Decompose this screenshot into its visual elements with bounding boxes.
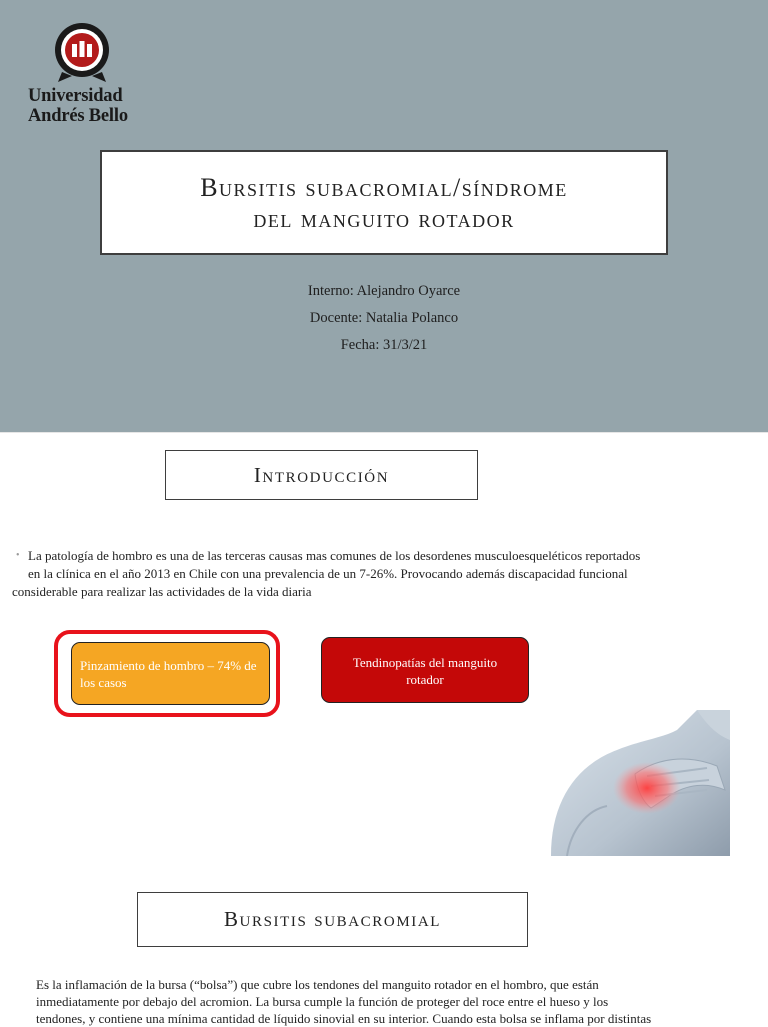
title-line-2: del manguito rotador — [253, 203, 515, 233]
presenter-info — [0, 278, 768, 359]
docente-line: Docente: Natalia Polanco — [309, 310, 459, 326]
bullet-line-1: La patología de hombro es una de las terceras causas mas comunes de los desordenes musculoesqueléticos reportados — [28, 548, 641, 563]
logo-line-2: Andrés Bello — [28, 106, 128, 126]
bursitis-paragraph — [36, 976, 736, 1027]
introduccion-heading: Introducción — [165, 450, 478, 500]
bullet-line-3: considerable para realizar las actividades de la vida diaria — [12, 584, 312, 599]
university-name — [28, 86, 128, 126]
university-seal-icon — [54, 20, 110, 84]
content-slide — [0, 432, 768, 1024]
shoulder-pain-photo-icon — [547, 710, 730, 856]
presentation-title — [200, 172, 568, 234]
university-logo — [26, 18, 141, 128]
para-line-3: tendones, y contiene una mínima cantidad de líquido sinovial en su interior. Cuando esta bolsa se inflama por distintas — [36, 1011, 652, 1026]
title-box — [100, 150, 668, 255]
logo-line-1: Universidad — [28, 86, 123, 106]
title-slide — [0, 0, 768, 432]
fecha-line: Fecha: 31/3/21 — [340, 337, 428, 353]
title-line-1: Bursitis subacromial/síndrome — [200, 172, 568, 202]
tendinopatias-box: Tendinopatías del manguito rotador — [321, 637, 529, 703]
para-line-2: inmediatamente por debajo del acromion. La bursa cumple la función de proteger del roce entre el hueso y los — [36, 994, 609, 1009]
bullet-icon: • — [16, 550, 20, 561]
interno-line: Interno: Alejandro Oyarce — [307, 283, 461, 299]
bursitis-heading: Bursitis subacromial — [137, 892, 528, 947]
para-line-1: Es la inflamación de la bursa (“bolsa”) que cubre los tendones del manguito rotador en el hombro, que están — [36, 977, 599, 992]
pinzamiento-box: Pinzamiento de hombro – 74% de los casos — [71, 642, 270, 705]
intro-bullet — [12, 547, 746, 601]
bullet-line-2: en la clínica en el año 2013 en Chile con una prevalencia de un 7-26%. Provocando además discapacidad funcional — [28, 566, 628, 581]
